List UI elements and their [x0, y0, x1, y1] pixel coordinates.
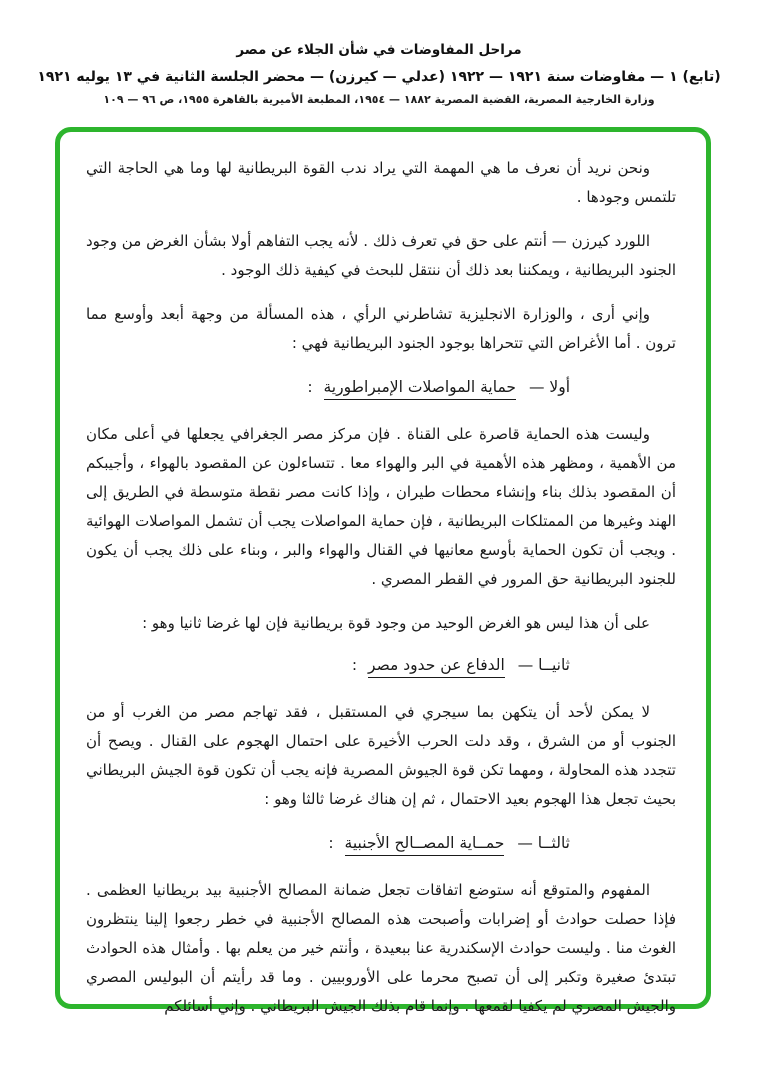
paragraph-intro: ونحن نريد أن نعرف ما هي المهمة التي يراد ندب القوة البريطانية لها وما هي الحاجة التي تلتمس وجودها .: [86, 159, 676, 206]
heading-colon: :: [328, 834, 334, 852]
document-header: [0, 0, 758, 106]
paragraph-purposes-intro: وإني أرى ، والوزارة الانجليزية تشاطرني الرأي ، هذه المسألة من وجهة أبعد وأوسع مما ترون . أما الأغراض التي تتحراها بوجود الجنود البريطانية فهي :: [86, 305, 676, 352]
heading-number: ثانيــا —: [517, 656, 570, 674]
heading-colon: :: [307, 378, 313, 396]
paragraph-border-defense: لا يمكن لأحد أن يتكهن بما سيجري في المستقبل ، فقد تهاجم مصر من الغرب أو من الجنوب أو من الشرق ، وقد دلت الحرب الأخيرة على احتمال الهجوم على القنال . ويصح أن تتجدد هذه المحاولة ، ومهما تكن قوة الجيوش المصرية فإنه يجب أن تكون قوة الجيش البريطاني بحيث تجعل هذا الهجوم بعيد الاحتمال ، ثم إن هناك غرضا ثالثا وهو :: [86, 703, 676, 808]
document-body: [86, 154, 676, 1021]
heading-title-underlined: حماية المواصلات الإمبراطورية: [324, 378, 517, 400]
document-subtitle: (تابع) ١ — مفاوضات سنة ١٩٢١ — ١٩٢٢ (عدلي — كيرزن) — محضر الجلسة الثانية في ١٣ يوليه ١٩٢١: [37, 69, 721, 85]
paragraph-foreign-interests: المفهوم والمتوقع أنه ستوضع اتفاقات تجعل ضمانة المصالح الأجنبية بيد بريطانيا العظمى . فإذا حصلت حوادث أو إضرابات وأصبحت هذه المصالح الأجنبية في خطر رجعوا إلينا ينتظرون الغوث منا . وليست حوادث الإسكندرية عنا ببعيدة ، وأنتم خير من يعلم بها . وأمثال هذه الحوادث تبتدئ صغيرة وتكبر إلى أن تصبح محرما على الأوروبيين . وما قد رأيتم أن البوليس المصري والجيش المصري لم يكفيا لقمعها . وإنما قام بذلك الجيش البريطاني . وإني أسائلكم: [86, 881, 676, 1015]
heading-colon: :: [351, 656, 358, 674]
heading-title-underlined: حمــاية المصــالح الأجنبية: [345, 834, 505, 856]
heading-number: ثالثــا —: [517, 834, 570, 852]
heading-title-underlined: الدفاع عن حدود مصر: [368, 656, 505, 678]
document-title: مراحل المفاوضات في شأن الجلاء عن مصر: [236, 42, 522, 58]
paragraph-imperial-communications: وليست هذه الحماية قاصرة على القناة . فإن مركز مصر الجغرافي يجعلها في أعلى مكان من الأهمية ، ومظهر هذه الأهمية في البر والهواء معا . تتساءلون عن المقصود بالهواء ، وأجيبكم أن المقصود بذلك بناء وإنشاء محطات طيران ، وإذا كانت مصر نقطة متوسطة في الطريق إلى الهند وغيرها من الممتلكات البريطانية ، فإن حماية المواصلات يجب أن تشمل المواصلات الهوائية . ويجب أن تكون الحماية بأوسع معانيها في القنال والهواء والبر ، وبناء على ذلك يجب أن يكون للجنود البريطانية حق المرور في القطر المصري .: [85, 425, 676, 588]
section-heading-second: [86, 651, 570, 680]
paragraph-second-purpose-intro: على أن هذا ليس هو الغرض الوحيد من وجود قوة بريطانية فإن لها غرضا ثانيا وهو :: [142, 614, 650, 632]
section-heading-first: [86, 373, 570, 402]
document-source-citation: وزارة الخارجية المصرية، القضية المصرية ١٨٨٢ — ١٩٥٤، المطبعة الأميرية بالقاهرة ١٩٥٥، ص ٩٦ — ١٠٩: [103, 93, 655, 106]
section-heading-third: [86, 829, 570, 858]
heading-number: أولا —: [528, 378, 570, 396]
green-annotation-frame: [55, 127, 711, 1015]
paragraph-lord-curzon: اللورد كيرزن — أنتم على حق في تعرف ذلك . لأنه يجب التفاهم أولا بشأن الغرض من وجود الجنود البريطانية ، ويمكننا بعد ذلك أن ننتقل للبحث في كيفية ذلك الوجود .: [86, 232, 676, 279]
